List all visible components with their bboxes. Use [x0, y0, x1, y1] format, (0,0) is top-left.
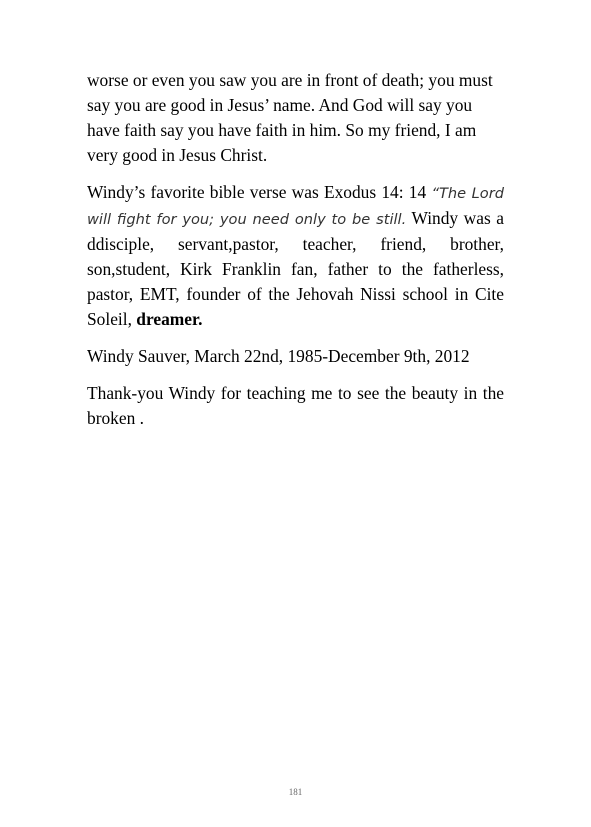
bible-verse-quote: “The Lord will fight for you; you need only to be still. — [87, 185, 504, 228]
page-body — [87, 68, 504, 443]
dreamer-word: dreamer. — [136, 309, 203, 329]
life-dates: Windy Sauver, March 22nd, 1985-December 9th, 2012 — [87, 346, 470, 366]
paragraph-bible-verse — [87, 180, 504, 332]
paragraph-faith — [87, 68, 504, 168]
page-number: 181 — [288, 787, 303, 797]
bible-verse-intro: Windy’s favorite bible verse was Exodus 14: 14 — [87, 182, 427, 202]
paragraph-thanks — [87, 381, 504, 431]
paragraph-faith-text: worse or even you saw you are in front of death; you must say you are good in Jesus’ name. And God will say you have faith say you have faith in him. So my friend, I am very good in Jesus Christ. — [87, 70, 493, 165]
roles-list: Windy was a ddisciple, servant,pastor, teacher, friend, brother, son,student, Kirk Franklin fan, father to the fatherless, pastor, EMT, founder of the Jehovah Nissi school in Cite Soleil, — [87, 208, 504, 329]
thanks-text: Thank-you Windy for teaching me to see the beauty in the broken . — [87, 383, 504, 428]
paragraph-dates — [87, 344, 504, 369]
